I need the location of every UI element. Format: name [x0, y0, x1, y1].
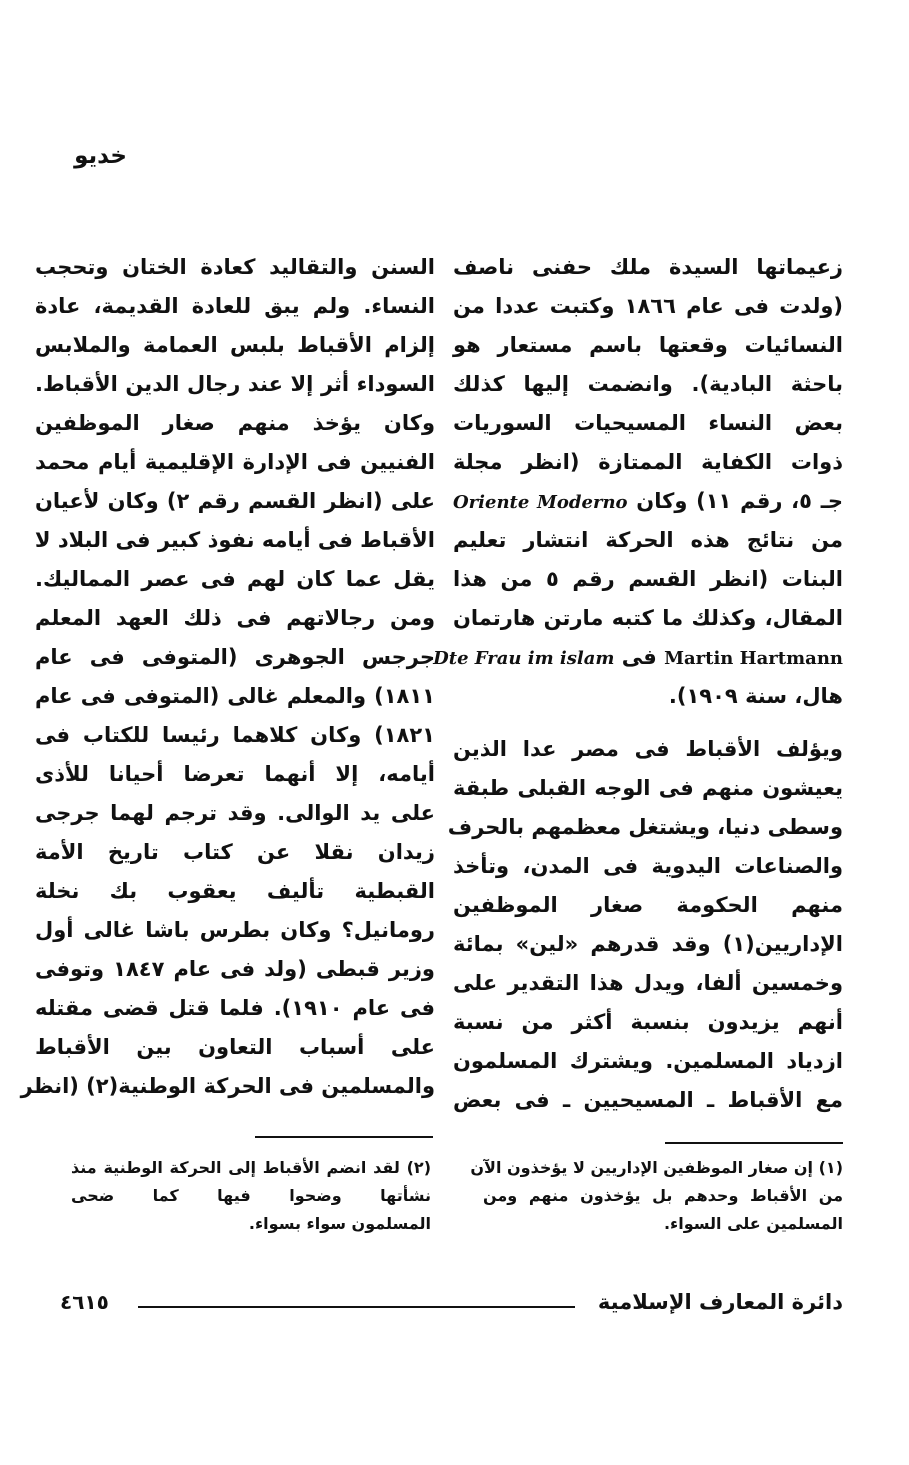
- text-line: ازدياد المسلمين. ويشترك المسلمون: [453, 1049, 843, 1073]
- text-line: إلزام الأقباط بلبس العمامة والملابس: [35, 333, 435, 357]
- text-line: زعيماتها السيدة ملك حفنى ناصف: [453, 255, 843, 279]
- text-line: زيدان نقلا عن كتاب تاريخ الأمة: [35, 840, 435, 864]
- text-line: السنن والتقاليد كعادة الختان وتحجب: [35, 255, 435, 279]
- text-line: المقال، وكذلك ما كتبه مارتن هارتمان: [453, 606, 843, 630]
- page-number: ٤٦١٥: [60, 1290, 109, 1314]
- latin-journal-title: Oriente Moderno: [453, 492, 628, 513]
- footnote-line: المسلمين على السواء.: [663, 1214, 843, 1233]
- right-column: [433, 248, 844, 1120]
- text-line: وخمسين ألفا، ويدل هذا التقدير على: [453, 971, 843, 995]
- text-line: باحثة البادية). وانضمت إليها كذلك: [453, 372, 843, 396]
- text-line: على (انظر القسم رقم ٢) وكان لأعيان: [35, 489, 435, 513]
- text-line: على يد الوالى. وقد ترجم لهما جرجى: [35, 801, 435, 825]
- text-line: والصناعات اليدوية فى المدن، وتأخذ: [453, 854, 843, 878]
- text-line: القبطية تأليف يعقوب بك نخلة: [35, 879, 435, 903]
- page-footer: [60, 1290, 843, 1320]
- text-line: منهم الحكومة صغار الموظفين: [453, 893, 843, 917]
- footnote-line: المسلمون سواء بسواء.: [248, 1214, 431, 1233]
- paragraph-gap: [453, 716, 843, 730]
- text-line: والمسلمين فى الحركة الوطنية(٢) (انظر: [20, 1074, 435, 1098]
- text-line: هال، سنة ١٩٠٩).: [668, 684, 843, 708]
- text-line: ويؤلف الأقباط فى مصر عدا الذين: [453, 737, 843, 761]
- footer-rule: [138, 1306, 575, 1308]
- text-line: الإداريين(١) وقد قدرهم «لين» بمائة: [453, 932, 843, 956]
- text-line: الأقباط فى أيامه نفوذ كبير فى البلاد لا: [34, 528, 435, 552]
- footnote-line: (١) إن صغار الموظفين الإداريين لا يؤخذون الآن: [470, 1158, 843, 1177]
- text-fragment: جـ ٥، رقم ١١) وكان: [636, 489, 844, 513]
- text-line: فى عام ١٩١٠). فلما قتل قضى مقتله: [35, 996, 435, 1020]
- latin-book-title: Dte Frau im islam: [433, 648, 615, 669]
- text-line: يعيشون منهم فى الوجه القبلى طبقة: [453, 776, 843, 800]
- text-line: النسائيات وقعتها باسم مستعار هو: [453, 333, 843, 357]
- text-line: من نتائج هذه الحركة انتشار تعليم: [453, 528, 843, 552]
- left-column: [20, 248, 435, 1106]
- text-line: وسطى دنيا، ويشتغل معظمهم بالحرف: [447, 815, 843, 839]
- text-line: ومن رجالاتهم فى ذلك العهد المعلم: [35, 606, 435, 630]
- text-line-mixed: [433, 638, 843, 677]
- footnote-line: نشأتها وضحوا فيها كما ضحى: [71, 1186, 431, 1205]
- footnote-line: من الأقباط وحدهم بل يؤخذون منهم ومن: [483, 1186, 843, 1205]
- text-line: بعض النساء المسيحيات السوريات: [453, 411, 843, 435]
- text-line: جرجس الجوهرى (المتوفى فى عام: [35, 645, 435, 669]
- text-line: أيامه، إلا أنهما تعرضا أحيانا للأذى: [35, 762, 435, 786]
- text-line: وزير قبطى (ولد فى عام ١٨٤٧ وتوفى: [35, 957, 435, 981]
- text-line-mixed: [453, 482, 843, 521]
- text-line: الفنيين فى الإدارة الإقليمية أيام محمد: [35, 450, 435, 474]
- footnote-2: [71, 1154, 431, 1238]
- latin-author-name: Martin Hartmann: [664, 648, 843, 669]
- text-fragment: فى: [621, 645, 657, 669]
- text-line: النساء. ولم يبق للعادة القديمة، عادة: [35, 294, 435, 318]
- text-line: وكان يؤخذ منهم صغار الموظفين: [35, 411, 435, 435]
- footnote-line: (٢) لقد انضم الأقباط إلى الحركة الوطنية منذ: [71, 1158, 431, 1177]
- footnote-rule: [255, 1136, 433, 1138]
- footnote-rule: [665, 1142, 843, 1144]
- text-line: ١٨٢١) وكان كلاهما رئيسا للكتاب فى: [35, 723, 435, 747]
- journal-title: دائرة المعارف الإسلامية: [597, 1290, 843, 1314]
- text-line: يقل عما كان لهم فى عصر المماليك.: [35, 567, 435, 591]
- text-line: رومانيل؟ وكان بطرس باشا غالى أول: [35, 918, 435, 942]
- text-line: (ولدت فى عام ١٨٦٦ وكتبت عددا من: [453, 294, 843, 318]
- text-line: البنات (انظر القسم رقم ٥ من هذا: [453, 567, 843, 591]
- text-line: ١٨١١) والمعلم غالى (المتوفى فى عام: [35, 684, 435, 708]
- footnote-1: [470, 1154, 843, 1238]
- running-head: خديو: [74, 143, 127, 169]
- text-line: مع الأقباط ـ المسيحيين ـ فى بعض: [453, 1088, 843, 1112]
- text-line: السوداء أثر إلا عند رجال الدين الأقباط.: [35, 372, 435, 396]
- text-line: أنهم يزيدون بنسبة أكثر من نسبة: [453, 1010, 843, 1034]
- text-line: ذوات الكفاية الممتازة (انظر مجلة: [453, 450, 843, 474]
- text-line: على أسباب التعاون بين الأقباط: [35, 1035, 435, 1059]
